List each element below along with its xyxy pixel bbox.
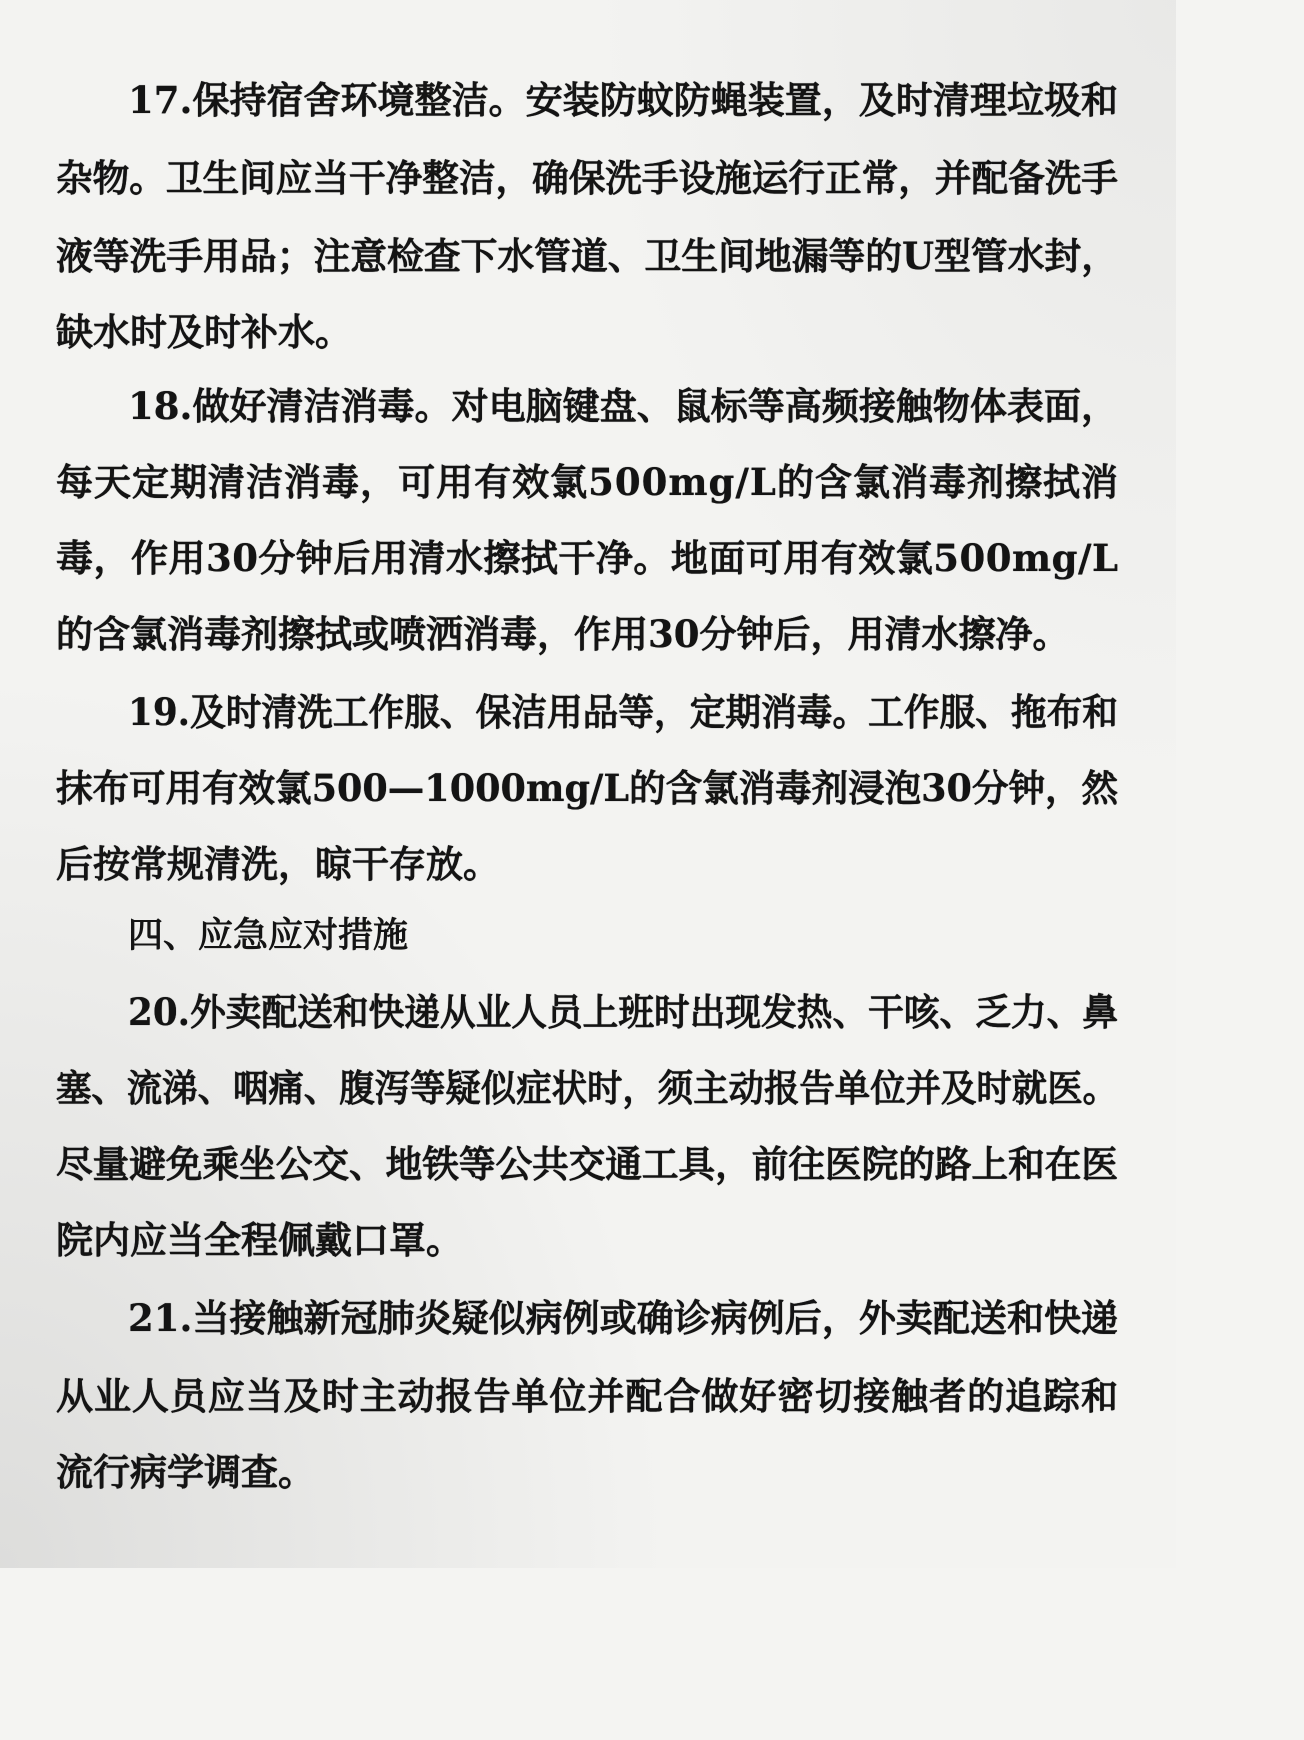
text-line: 20.外卖配送和快递从业人员上班时出现发热、干咳、乏力、鼻: [128, 990, 1118, 1034]
text-line: 毒，作用30分钟后用清水擦拭干净。地面可用有效氯500mg/L: [56, 536, 1119, 580]
text-line: 21.当接触新冠肺炎疑似病例或确诊病例后，外卖配送和快递: [128, 1296, 1119, 1340]
text-line: 19.及时清洗工作服、保洁用品等，定期消毒。工作服、拖布和: [128, 690, 1118, 734]
text-line: 后按常规清洗，晾干存放。: [56, 842, 500, 886]
text-line: 流行病学调查。: [56, 1450, 315, 1494]
text-line: 院内应当全程佩戴口罩。: [56, 1218, 463, 1262]
text-line: 尽量避免乘坐公交、地铁等公共交通工具，前往医院的路上和在医: [56, 1142, 1118, 1186]
text-line: 杂物。卫生间应当干净整洁，确保洗手设施运行正常，并配备洗手: [56, 156, 1118, 200]
text-line: 17.保持宿舍环境整洁。安装防蚊防蝇装置，及时清理垃圾和: [128, 78, 1119, 122]
text-line: 的含氯消毒剂擦拭或喷洒消毒，作用30分钟后，用清水擦净。: [56, 612, 1070, 656]
section-heading: 四、应急应对措施: [128, 916, 409, 956]
text-line: 从业人员应当及时主动报告单位并配合做好密切接触者的追踪和: [56, 1374, 1119, 1418]
text-line: 18.做好清洁消毒。对电脑键盘、鼠标等高频接触物体表面，: [128, 384, 1119, 428]
text-line: 液等洗手用品；注意检查下水管道、卫生间地漏等的U型管水封，: [56, 234, 1118, 278]
text-line: 缺水时及时补水。: [56, 310, 352, 354]
text-line: 每天定期清洁消毒，可用有效氯500mg/L的含氯消毒剂擦拭消: [56, 460, 1119, 504]
text-line: 塞、流涕、咽痛、腹泻等疑似症状时，须主动报告单位并及时就医。: [56, 1066, 1118, 1110]
text-line: 抹布可用有效氯500—1000mg/L的含氯消毒剂浸泡30分钟，然: [56, 766, 1118, 810]
